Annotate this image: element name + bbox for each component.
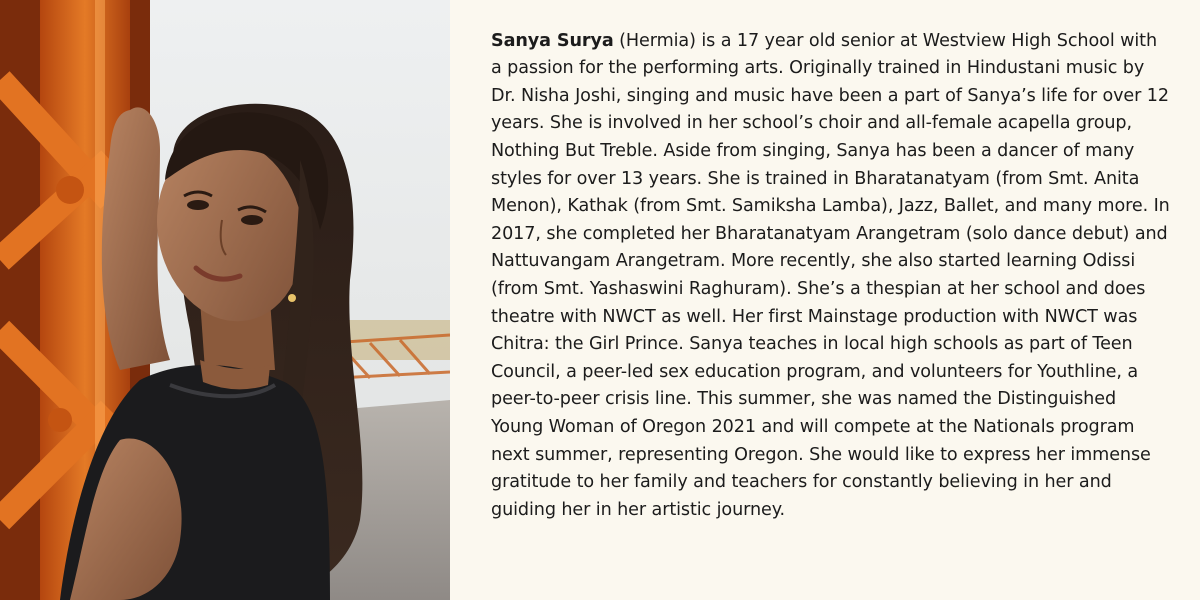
portrait-photo <box>0 0 450 600</box>
performer-name: Sanya Surya <box>491 30 614 51</box>
bio-paragraph <box>491 28 1171 525</box>
bio-text: (Hermia) is a 17 year old senior at Westview High School with a passion for the performing arts. Originally trained in Hindustani music by Dr. Nisha Joshi, singing and music have been a part of Sanya’s life for over 12 years. She is involved in her school’s choir and all-female acapella group, Nothing But Treble. Aside from singing, Sanya has been a dancer of many styles for over 13 years. She is trained in Bharatanatyam (from Smt. Anita Menon), Kathak (from Smt. Samiksha Lamba), Jazz, Ballet, and many more. In 2017, she completed her Bharatanatyam Arangetram (solo dance debut) and Nattuvangam Arangetram. More recently, she also started learning Odissi (from Smt. Yashaswini Raghuram). She’s a thespian at her school and does theatre with NWCT as well. Her first Mainstage production with NWCT was Chitra: the Girl Prince. Sanya teaches in local high schools as part of Teen Council, a peer-led sex education program, and volunteers for Youthline, a peer-to-peer crisis line. This summer, she was named the Distinguished Young Woman of Oregon 2021 and will compete at the Nationals program next summer, representing Oregon. She would like to express her immense gratitude to her family and teachers for constantly believing in her and guiding her in her artistic journey. <box>491 30 1170 520</box>
portrait-illustration <box>0 0 450 600</box>
